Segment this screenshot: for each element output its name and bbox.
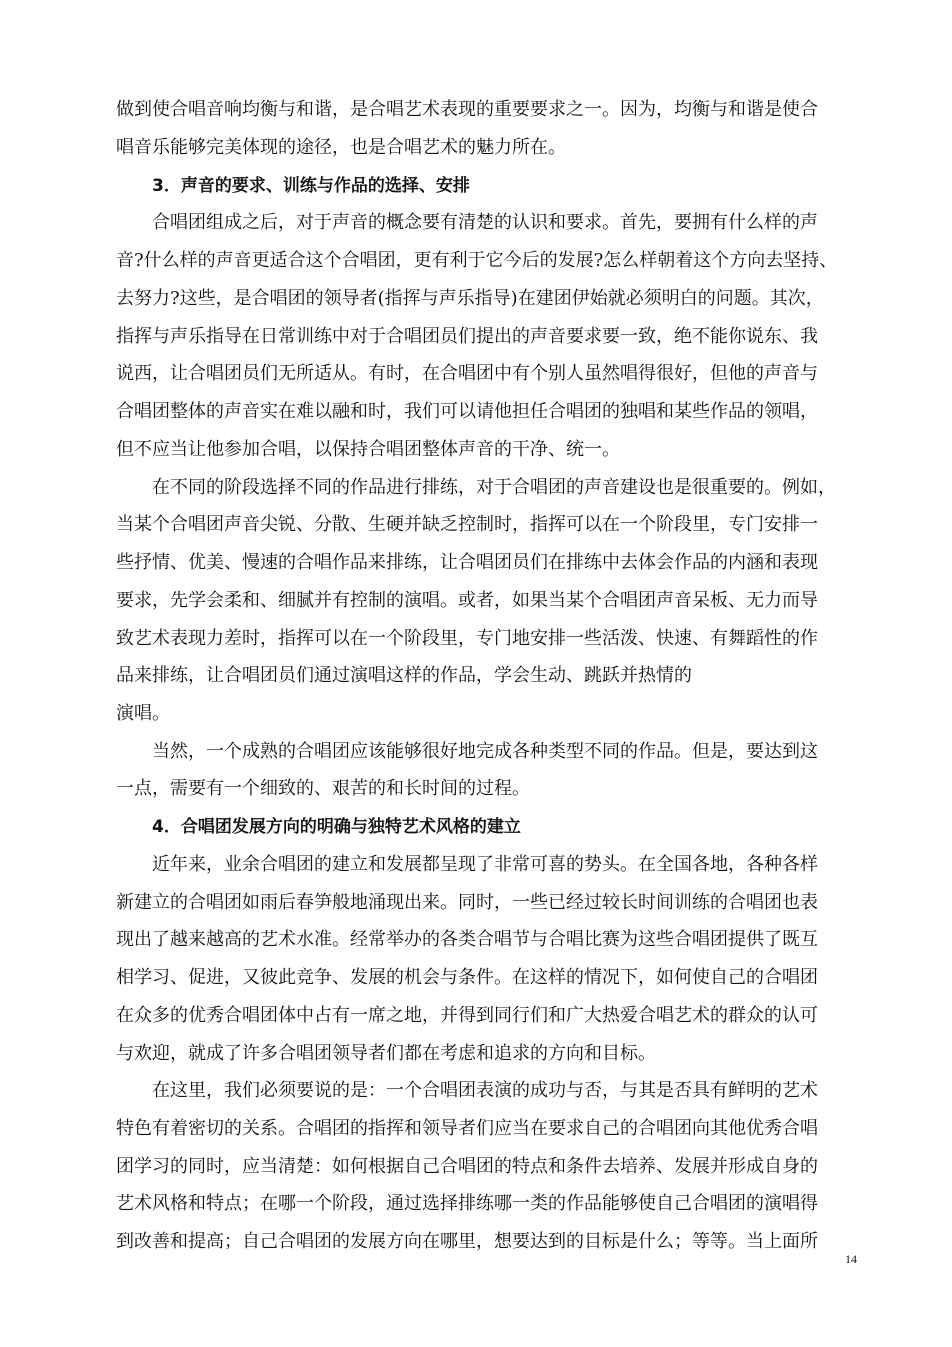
paragraph-line: 在众多的优秀合唱团体中占有一席之地，并得到同行们和广大热爱合唱艺术的群众的认可 (116, 1005, 818, 1026)
paragraph-line: 团学习的同时，应当清楚：如何根据自己合唱团的特点和条件去培养、发展并形成自身的 (116, 1156, 818, 1177)
paragraph-line: 演唱。 (116, 703, 170, 724)
paragraph-line: 但不应当让他参加合唱，以保持合唱团整体声音的干净、统一。 (116, 439, 620, 460)
page-number: 14 (845, 1252, 857, 1266)
paragraph-line: 新建立的合唱团如雨后春笋般地涌现出来。同时，一些已经过较长时间训练的合唱团也表 (116, 892, 818, 913)
paragraph-line: 艺术风格和特点；在哪一个阶段，通过选择排练哪一类的作品能够使自己合唱团的演唱得 (116, 1193, 818, 1214)
paragraph-line: 一点，需要有一个细致的、艰苦的和长时间的过程。 (116, 778, 530, 799)
paragraph-line: 现出了越来越高的艺术水准。经常举办的各类合唱节与合唱比赛为这些合唱团提供了既互 (116, 929, 818, 950)
section-heading: 3．声音的要求、训练与作品的选择、安排 (152, 176, 470, 196)
paragraph-line: 要求，先学会柔和、细腻并有控制的演唱。或者，如果当某个合唱团声音呆板、无力而导 (116, 590, 818, 611)
paragraph-line: 近年来，业余合唱团的建立和发展都呈现了非常可喜的势头。在全国各地，各种各样 (152, 854, 818, 875)
paragraph-line: 在这里，我们必须要说的是：一个合唱团表演的成功与否，与其是否具有鲜明的艺术 (152, 1080, 818, 1101)
paragraph-line: 合唱团组成之后，对于声音的概念要有清楚的认识和要求。首先，要拥有什么样的声 (152, 212, 818, 233)
paragraph-line: 与欢迎，就成了许多合唱团领导者们都在考虑和追求的方向和目标。 (116, 1043, 656, 1064)
paragraph-line: 当然，一个成熟的合唱团应该能够很好地完成各种类型不同的作品。但是，要达到这 (152, 741, 818, 762)
paragraph-line: 品来排练，让合唱团员们通过演唱这样的作品，学会生动、跳跃并热情的 (116, 665, 692, 686)
paragraph-line: 去努力?这些，是合唱团的领导者(指挥与声乐指导)在建团伊始就必须明白的问题。其次， (116, 288, 824, 309)
paragraph-line: 些抒情、优美、慢速的合唱作品来排练，让合唱团员们在排练中去体会作品的内涵和表现 (116, 552, 818, 573)
paragraph-line: 当某个合唱团声音尖锐、分散、生硬并缺乏控制时，指挥可以在一个阶段里，专门安排一 (116, 514, 818, 535)
section-heading: 4．合唱团发展方向的明确与独特艺术风格的建立 (152, 817, 521, 837)
paragraph-line: 唱音乐能够完美体现的途径，也是合唱艺术的魅力所在。 (116, 137, 566, 158)
paragraph-line: 在不同的阶段选择不同的作品进行排练，对于合唱团的声音建设也是很重要的。例如， (152, 477, 836, 498)
paragraph-line: 做到使合唱音响均衡与和谐，是合唱艺术表现的重要要求之一。因为，均衡与和谐是使合 (116, 99, 818, 120)
paragraph-line: 致艺术表现力差时，指挥可以在一个阶段里，专门地安排一些活泼、快速、有舞蹈性的作 (116, 628, 818, 649)
paragraph-line: 音?什么样的声音更适合这个合唱团，更有利于它今后的发展?怎么样朝着这个方向去坚持、 (116, 250, 838, 271)
paragraph-line: 相学习、促进，又彼此竞争、发展的机会与条件。在这样的情况下，如何使自己的合唱团 (116, 967, 818, 988)
paragraph-line: 指挥与声乐指导在日常训练中对于合唱团员们提出的声音要求要一致，绝不能你说东、我 (116, 326, 818, 347)
paragraph-line: 合唱团整体的声音实在难以融和时，我们可以请他担任合唱团的独唱和某些作品的领唱， (116, 401, 818, 422)
paragraph-line: 特色有着密切的关系。合唱团的指挥和领导者们应当在要求自己的合唱团向其他优秀合唱 (116, 1118, 818, 1139)
paragraph-line: 说西，让合唱团员们无所适从。有时，在合唱团中有个别人虽然唱得很好，但他的声音与 (116, 363, 818, 384)
paragraph-line: 到改善和提高；自己合唱团的发展方向在哪里，想要达到的目标是什么；等等。当上面所 (116, 1231, 818, 1252)
